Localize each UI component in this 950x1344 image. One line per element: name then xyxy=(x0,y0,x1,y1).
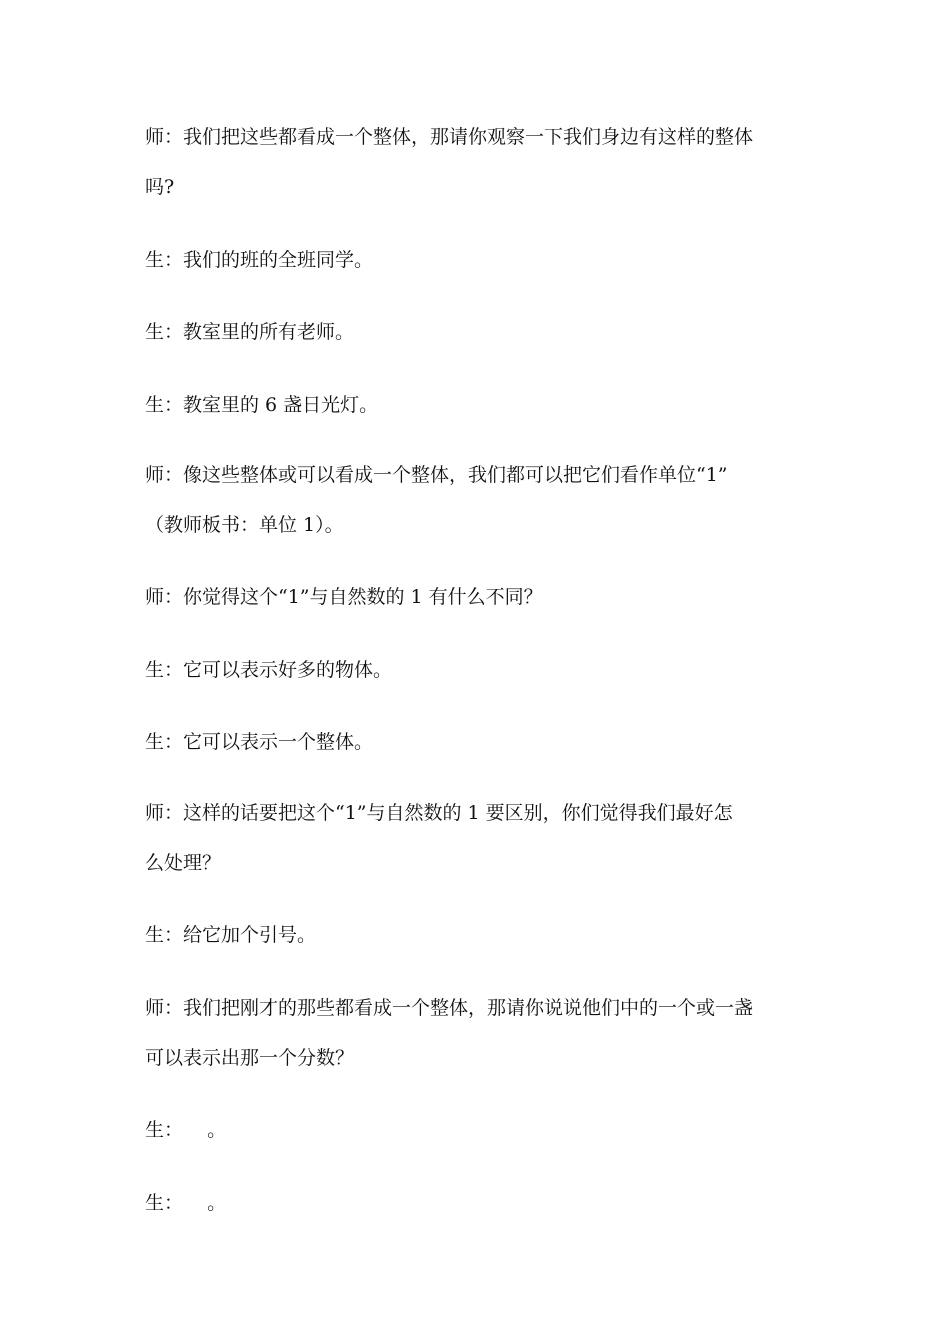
paragraph-student-6 xyxy=(145,910,815,960)
text-line: 生：给它加个引号。 xyxy=(145,924,317,946)
paragraph-teacher-3 xyxy=(145,572,815,622)
text-line: 生：我们的班的全班同学。 xyxy=(145,249,374,271)
paragraph-student-3 xyxy=(145,380,815,430)
paragraph-student-8 xyxy=(145,1178,815,1228)
text-line: 师：像这些整体或可以看成一个整体，我们都可以把它们看作单位“1” xyxy=(145,464,728,486)
text-line: 生： 。 xyxy=(145,1119,227,1141)
text-line: 师：我们把刚才的那些都看成一个整体，那请你说说他们中的一个或一盏 xyxy=(145,997,754,1019)
paragraph-teacher-4 xyxy=(145,788,815,888)
text-line: （教师板书：单位 1）。 xyxy=(145,514,344,536)
text-line: 可以表示出那一个分数？ xyxy=(145,1047,355,1069)
text-line: 么处理？ xyxy=(145,852,222,874)
paragraph-student-2 xyxy=(145,307,815,357)
text-line: 生：它可以表示一个整体。 xyxy=(145,731,374,753)
text-line: 师：你觉得这个“1”与自然数的 1 有什么不同？ xyxy=(145,586,543,608)
text-line: 师：这样的话要把这个“1”与自然数的 1 要区别，你们觉得我们最好怎 xyxy=(145,802,733,824)
paragraph-teacher-5 xyxy=(145,983,815,1083)
text-line: 生：它可以表示好多的物体。 xyxy=(145,659,393,681)
text-line: 生：教室里的 6 盏日光灯。 xyxy=(145,394,379,416)
paragraph-student-4 xyxy=(145,645,815,695)
text-line: 生：教室里的所有老师。 xyxy=(145,321,355,343)
text-line: 生： 。 xyxy=(145,1192,227,1214)
paragraph-student-7 xyxy=(145,1105,815,1155)
paragraph-student-1 xyxy=(145,235,815,285)
paragraph-student-5 xyxy=(145,717,815,767)
text-line: 吗? xyxy=(145,176,175,198)
paragraph-teacher-1 xyxy=(145,112,815,212)
text-line: 师：我们把这些都看成一个整体，那请你观察一下我们身边有这样的整体 xyxy=(145,126,754,148)
paragraph-teacher-2 xyxy=(145,450,815,550)
